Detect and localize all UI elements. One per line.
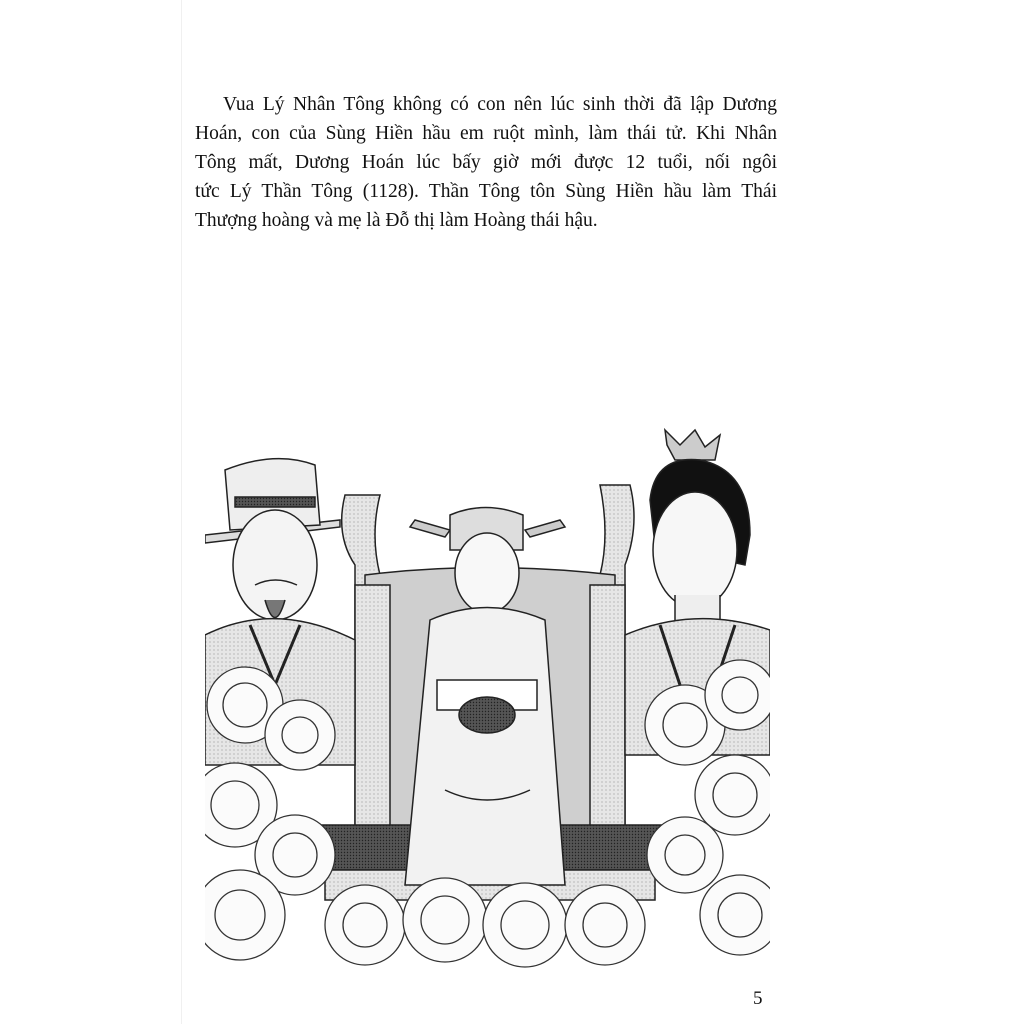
page-number: 5 [753,988,763,1009]
paragraph-line: Thượng hoàng và mẹ là Đỗ thị làm Hoàng thái hậu. [195,210,598,231]
child-emperor-figure [405,508,565,886]
paragraph-line: Hoán, con của Sùng Hiền hầu em ruột mình, làm thái tử. Khi Nhân [195,123,777,144]
paragraph-line: tức Lý Thần Tông (1128). Thần Tông tôn Sùng Hiền hầu làm Thái [195,181,777,202]
paragraph-line: Vua Lý Nhân Tông không có con nên lúc sinh thời đã lập Dương [223,94,777,115]
page-edge-divider [181,0,182,1024]
paragraph-line: Tông mất, Dương Hoán lúc bấy giờ mới được 12 tuổi, nối ngôi [195,152,777,173]
throne-illustration [205,425,770,970]
body-paragraph [195,90,777,235]
